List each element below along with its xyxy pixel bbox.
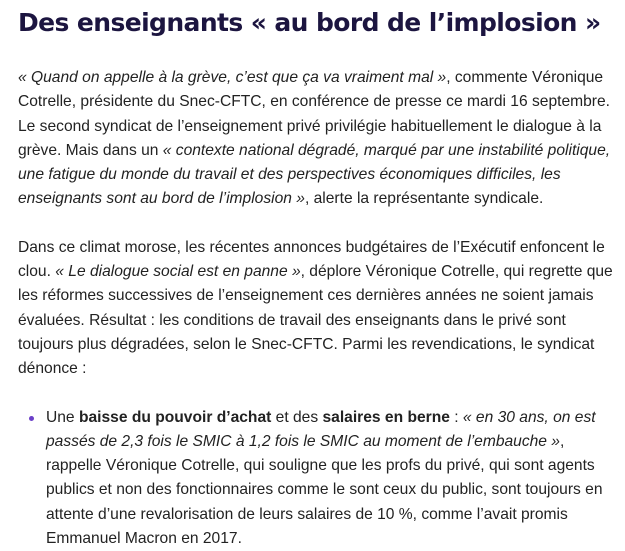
paragraph-climat (18, 236, 618, 382)
list-item-text-3: : (449, 408, 463, 426)
article (18, 0, 618, 551)
list-item (46, 406, 618, 551)
list-item-text-1: Une (46, 408, 79, 426)
quote-dialogue: « Le dialogue social est en panne » (55, 263, 301, 281)
bold-pouvoir-achat: baisse du pouvoir d’achat (78, 408, 272, 426)
quote-smic: « en 30 ans, on est passés de 2,3 fois le SMIC à 1,2 fois le SMIC au moment de l’embauche » (46, 408, 596, 450)
quote-greve: « Quand on appelle à la grève, c’est que ça va vraiment mal » (18, 69, 447, 86)
list-item-text-4: , rappelle Véronique Cotrelle, qui souligne que les profs du privé, qui sont agents publics et non des fonctionnaires comme le sont ceux du public, sont toujours en attente d’une revalorisation de leurs salaires de 10 %, comme l’avait promis Emmanuel Macron en 2017. (46, 432, 603, 548)
paragraph-intro (18, 66, 618, 212)
article-heading: Des enseignants « au bord de l’implosion » (18, 8, 601, 37)
bold-salaires: salaires en berne (322, 408, 450, 426)
revendications-list (18, 406, 618, 551)
quote-contexte: « contexte national dégradé, marqué par une instabilité politique, une fatigue du monde du travail et des perspectives économiques difficiles, les enseignants sont au bord de l’implosion » (18, 141, 611, 208)
paragraph-intro-text-2: , alerte la représentante syndicale. (304, 190, 544, 208)
list-item-text-2: et des (271, 408, 323, 426)
paragraph-climat-text-1: Dans ce climat morose, les récentes annonces budgétaires de l’Exécutif enfoncent le clou. (18, 238, 605, 281)
paragraph-climat-text-2: , déplore Véronique Cotrelle, qui regrette que les réformes successives de l’enseignement ces dernières années ne soient jamais évaluées. Résultat : les conditions de travail des enseignants dans le privé sont toujours plus dégradées, selon le Snec-CFTC. Parmi les revendications, le syndicat dénonce : (18, 263, 613, 378)
bullet-dot-icon (29, 416, 34, 421)
paragraph-intro-text-1: , commente Véronique Cotrelle, présidente du Snec-CFTC, en conférence de presse ce mardi 16 septembre. Le second syndicat de l’enseignement privé privilégie habituellement le dialogue à la grève. Mais dans un (18, 69, 610, 159)
